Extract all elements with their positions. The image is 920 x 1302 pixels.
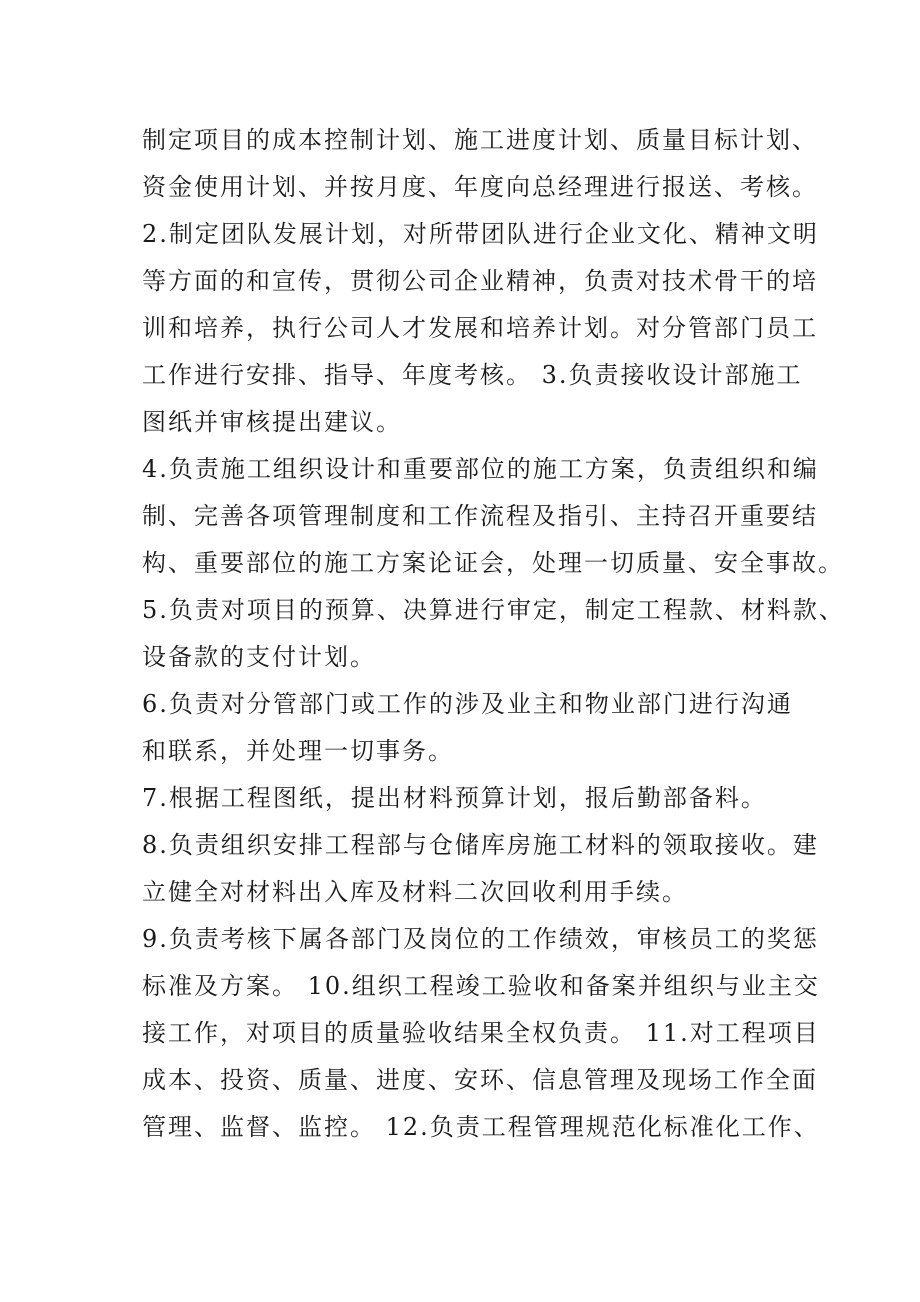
text-line: 等方面的和宣传，贯彻公司企业精神，负责对技术骨干的培 (142, 267, 818, 295)
text-line: 管理、监督、监控。 12.负责工程管理规范化标准化工作、 (142, 1113, 820, 1141)
text-line: 标准及方案。 10.组织工程竣工验收和备案并组织与业主交 (142, 972, 820, 1000)
text-line: 和联系，并处理一切事务。 (142, 737, 454, 765)
text-line: 资金使用计划、并按月度、年度向总经理进行报送、考核。 (142, 173, 818, 201)
text-line: 图纸并审核提出建议。 (142, 408, 402, 436)
text-line: 训和培养，执行公司人才发展和培养计划。对分管部门员工 (142, 314, 818, 342)
text-line: 5.负责对项目的预算、决算进行审定，制定工程款、材料款、 (142, 596, 845, 624)
text-line: 成本、投资、质量、进度、安环、信息管理及现场工作全面 (142, 1066, 818, 1094)
text-line: 接工作，对项目的质量验收结果全权负责。 11.对工程项目 (142, 1019, 820, 1047)
text-line: 制、完善各项管理制度和工作流程及指引、主持召开重要结 (142, 502, 818, 530)
text-line: 8.负责组织安排工程部与仓储库房施工材料的领取接收。建 (142, 831, 819, 859)
text-line: 6.负责对分管部门或工作的涉及业主和物业部门进行沟通 (142, 690, 793, 718)
text-line: 立健全对材料出入库及材料二次回收利用手续。 (142, 878, 688, 906)
text-line: 制定项目的成本控制计划、施工进度计划、质量目标计划、 (142, 126, 818, 154)
text-line: 2.制定团队发展计划，对所带团队进行企业文化、精神文明 (142, 220, 819, 248)
text-line: 构、重要部位的施工方案论证会，处理一切质量、安全事故。 (142, 549, 844, 577)
text-line: 工作进行安排、指导、年度考核。 3.负责接收设计部施工 (142, 361, 803, 389)
text-line: 7.根据工程图纸，提出材料预算计划，报后勤部备料。 (142, 784, 767, 812)
document-body (142, 117, 845, 1151)
text-line: 设备款的支付计划。 (142, 643, 376, 671)
text-line: 9.负责考核下属各部门及岗位的工作绩效，审核员工的奖惩 (142, 925, 819, 953)
text-line: 4.负责施工组织设计和重要部位的施工方案，负责组织和编 (142, 455, 819, 483)
